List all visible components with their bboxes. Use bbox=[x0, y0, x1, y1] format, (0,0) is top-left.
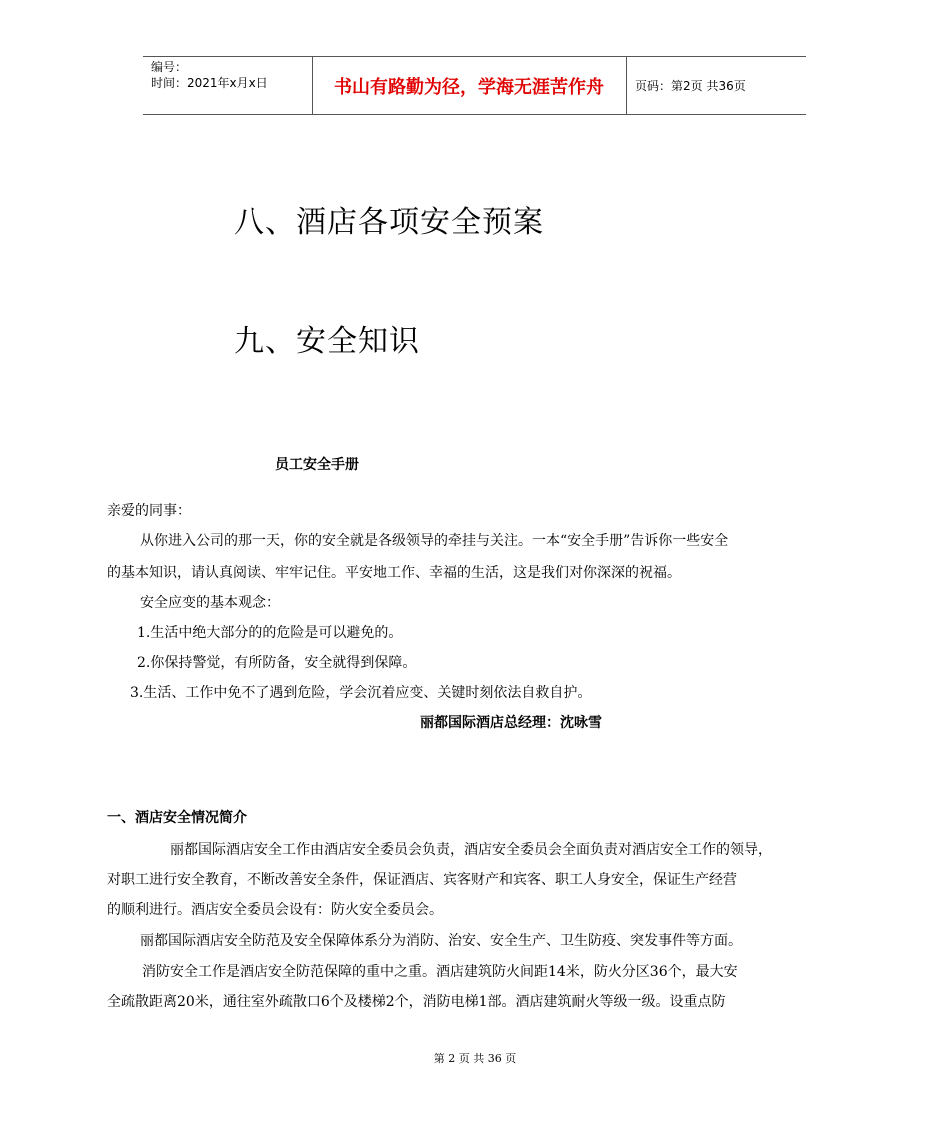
heading-section-8: 八、酒店各项安全预案 bbox=[234, 205, 544, 240]
document-header bbox=[143, 56, 806, 115]
section1-p1-line1: 丽都国际酒店安全工作由酒店安全委员会负责，酒店安全委员会全面负责对酒店安全工作的领导， bbox=[170, 842, 772, 858]
section1-p2: 丽都国际酒店安全防范及安全保障体系分为消防、治安、安全生产、卫生防疫、突发事件等方面。 bbox=[140, 933, 742, 949]
header-time-label: 时间：2021年x月x日 bbox=[151, 76, 268, 90]
handbook-para1-line1: 从你进入公司的那一天，你的安全就是各级领导的牵挂与关注。一本“安全手册”告诉你一些安全 bbox=[140, 533, 729, 549]
heading-section-9: 九、安全知识 bbox=[234, 324, 420, 359]
handbook-para1-line2: 的基本知识，请认真阅读、牢牢记住。平安地工作、幸福的生活，这是我们对你深深的祝福。 bbox=[107, 565, 681, 581]
concept-item: 2.你保持警觉，有所防备，安全就得到保障。 bbox=[137, 655, 417, 671]
concepts-title: 安全应变的基本观念： bbox=[140, 595, 280, 611]
section1-heading: 一、酒店安全情况简介 bbox=[107, 810, 247, 826]
header-motto: 书山有路勤为径，学海无涯苦作舟 bbox=[334, 76, 604, 98]
page-footer: 第 2 页 共 36 页 bbox=[433, 1052, 517, 1065]
handbook-greeting: 亲爱的同事： bbox=[107, 503, 191, 519]
concept-item: 1.生活中绝大部分的的危险是可以避免的。 bbox=[137, 625, 403, 641]
section1-p1-line2: 对职工进行安全教育，不断改善安全条件，保证酒店、宾客财产和宾客、职工人身安全，保证生产经营 bbox=[107, 872, 737, 888]
header-meta-cell bbox=[143, 57, 319, 114]
handbook-signature: 丽都国际酒店总经理：沈咏雪 bbox=[420, 715, 602, 731]
header-divider bbox=[626, 57, 627, 114]
handbook-title: 员工安全手册 bbox=[275, 457, 359, 473]
header-number-label: 编号： bbox=[151, 60, 188, 74]
section1-p3-line1: 消防安全工作是酒店安全防范保障的重中之重。酒店建筑防火间距14米，防火分区36个，最大安 bbox=[142, 964, 738, 980]
section1-p1-line3: 的顺利进行。酒店安全委员会设有：防火安全委员会。 bbox=[107, 902, 443, 918]
header-page-info: 页码：第2页 共36页 bbox=[635, 79, 746, 93]
concept-item: 3.生活、工作中免不了遇到危险，学会沉着应变、关键时刻依法自救自护。 bbox=[130, 685, 592, 701]
section1-p3-line2: 全疏散距离20米，通往室外疏散口6个及楼梯2个，消防电梯1部。酒店建筑耐火等级一级。设重点防 bbox=[107, 994, 726, 1010]
